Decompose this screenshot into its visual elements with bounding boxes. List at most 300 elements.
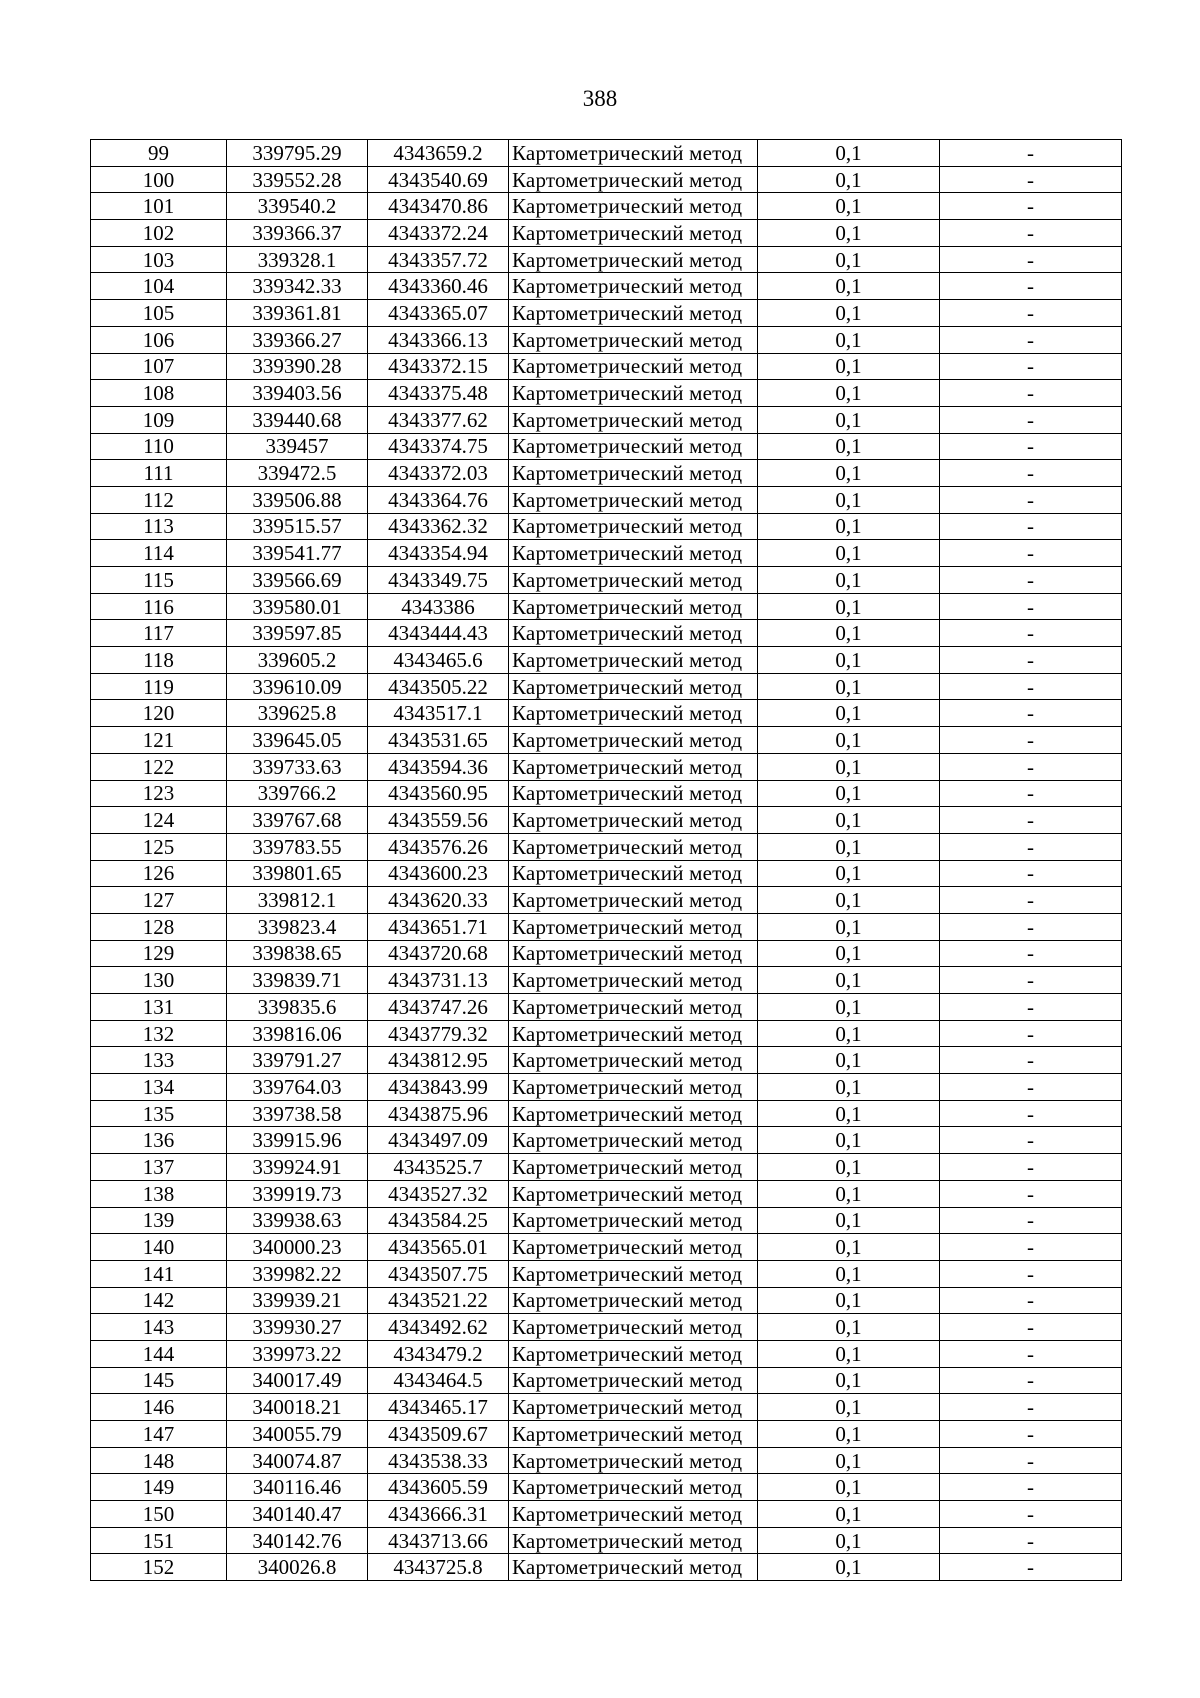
accuracy-cell: 0,1 <box>758 193 940 220</box>
point-number-cell: 140 <box>91 1234 227 1261</box>
y-coordinate-cell: 4343444.43 <box>368 620 509 647</box>
x-coordinate-cell: 339440.68 <box>227 406 368 433</box>
accuracy-cell: 0,1 <box>758 1287 940 1314</box>
x-coordinate-cell: 339766.2 <box>227 780 368 807</box>
table-row <box>91 1474 1122 1501</box>
note-cell: - <box>940 486 1122 513</box>
note-cell: - <box>940 300 1122 327</box>
x-coordinate-cell: 339390.28 <box>227 353 368 380</box>
x-coordinate-cell: 340116.46 <box>227 1474 368 1501</box>
point-number-cell: 141 <box>91 1260 227 1287</box>
y-coordinate-cell: 4343360.46 <box>368 273 509 300</box>
method-cell: Картометрический метод <box>509 1287 758 1314</box>
y-coordinate-cell: 4343479.2 <box>368 1340 509 1367</box>
point-number-cell: 102 <box>91 220 227 247</box>
method-cell: Картометрический метод <box>509 1340 758 1367</box>
table-row <box>91 780 1122 807</box>
y-coordinate-cell: 4343349.75 <box>368 567 509 594</box>
accuracy-cell: 0,1 <box>758 593 940 620</box>
accuracy-cell: 0,1 <box>758 1527 940 1554</box>
note-cell: - <box>940 220 1122 247</box>
accuracy-cell: 0,1 <box>758 1474 940 1501</box>
y-coordinate-cell: 4343666.31 <box>368 1501 509 1528</box>
method-cell: Картометрический метод <box>509 513 758 540</box>
note-cell: - <box>940 1527 1122 1554</box>
x-coordinate-cell: 339328.1 <box>227 246 368 273</box>
y-coordinate-cell: 4343540.69 <box>368 166 509 193</box>
y-coordinate-cell: 4343386 <box>368 593 509 620</box>
y-coordinate-cell: 4343517.1 <box>368 700 509 727</box>
x-coordinate-cell: 339605.2 <box>227 647 368 674</box>
x-coordinate-cell: 339403.56 <box>227 380 368 407</box>
x-coordinate-cell: 339566.69 <box>227 567 368 594</box>
method-cell: Картометрический метод <box>509 1421 758 1448</box>
accuracy-cell: 0,1 <box>758 380 940 407</box>
table-row <box>91 1207 1122 1234</box>
point-number-cell: 100 <box>91 166 227 193</box>
point-number-cell: 148 <box>91 1447 227 1474</box>
point-number-cell: 101 <box>91 193 227 220</box>
accuracy-cell: 0,1 <box>758 460 940 487</box>
y-coordinate-cell: 4343812.95 <box>368 1047 509 1074</box>
accuracy-cell: 0,1 <box>758 246 940 273</box>
point-number-cell: 147 <box>91 1421 227 1448</box>
y-coordinate-cell: 4343509.67 <box>368 1421 509 1448</box>
method-cell: Картометрический метод <box>509 647 758 674</box>
coordinates-table-body <box>91 140 1122 1581</box>
method-cell: Картометрический метод <box>509 833 758 860</box>
table-row <box>91 1340 1122 1367</box>
method-cell: Картометрический метод <box>509 1394 758 1421</box>
x-coordinate-cell: 339930.27 <box>227 1314 368 1341</box>
x-coordinate-cell: 339835.6 <box>227 994 368 1021</box>
point-number-cell: 110 <box>91 433 227 460</box>
y-coordinate-cell: 4343375.48 <box>368 380 509 407</box>
x-coordinate-cell: 339812.1 <box>227 887 368 914</box>
method-cell: Картометрический метод <box>509 700 758 727</box>
table-row <box>91 860 1122 887</box>
accuracy-cell: 0,1 <box>758 887 940 914</box>
point-number-cell: 151 <box>91 1527 227 1554</box>
note-cell: - <box>940 940 1122 967</box>
point-number-cell: 128 <box>91 913 227 940</box>
table-row <box>91 1020 1122 1047</box>
x-coordinate-cell: 339938.63 <box>227 1207 368 1234</box>
accuracy-cell: 0,1 <box>758 647 940 674</box>
accuracy-cell: 0,1 <box>758 300 940 327</box>
note-cell: - <box>940 166 1122 193</box>
point-number-cell: 114 <box>91 540 227 567</box>
table-row <box>91 193 1122 220</box>
method-cell: Картометрический метод <box>509 380 758 407</box>
accuracy-cell: 0,1 <box>758 780 940 807</box>
accuracy-cell: 0,1 <box>758 994 940 1021</box>
method-cell: Картометрический метод <box>509 1367 758 1394</box>
table-row <box>91 673 1122 700</box>
accuracy-cell: 0,1 <box>758 326 940 353</box>
y-coordinate-cell: 4343470.86 <box>368 193 509 220</box>
table-row <box>91 807 1122 834</box>
method-cell: Картометрический метод <box>509 433 758 460</box>
method-cell: Картометрический метод <box>509 353 758 380</box>
y-coordinate-cell: 4343372.24 <box>368 220 509 247</box>
note-cell: - <box>940 1074 1122 1101</box>
table-row <box>91 486 1122 513</box>
accuracy-cell: 0,1 <box>758 1074 940 1101</box>
x-coordinate-cell: 340074.87 <box>227 1447 368 1474</box>
table-row <box>91 833 1122 860</box>
accuracy-cell: 0,1 <box>758 1447 940 1474</box>
y-coordinate-cell: 4343576.26 <box>368 833 509 860</box>
accuracy-cell: 0,1 <box>758 833 940 860</box>
note-cell: - <box>940 460 1122 487</box>
point-number-cell: 142 <box>91 1287 227 1314</box>
note-cell: - <box>940 1474 1122 1501</box>
method-cell: Картометрический метод <box>509 860 758 887</box>
x-coordinate-cell: 339515.57 <box>227 513 368 540</box>
table-row <box>91 700 1122 727</box>
method-cell: Картометрический метод <box>509 326 758 353</box>
y-coordinate-cell: 4343465.6 <box>368 647 509 674</box>
x-coordinate-cell: 339838.65 <box>227 940 368 967</box>
accuracy-cell: 0,1 <box>758 1421 940 1448</box>
note-cell: - <box>940 780 1122 807</box>
x-coordinate-cell: 339823.4 <box>227 913 368 940</box>
accuracy-cell: 0,1 <box>758 1207 940 1234</box>
y-coordinate-cell: 4343366.13 <box>368 326 509 353</box>
accuracy-cell: 0,1 <box>758 620 940 647</box>
note-cell: - <box>940 246 1122 273</box>
method-cell: Картометрический метод <box>509 460 758 487</box>
x-coordinate-cell: 340017.49 <box>227 1367 368 1394</box>
point-number-cell: 129 <box>91 940 227 967</box>
table-row <box>91 433 1122 460</box>
method-cell: Картометрический метод <box>509 593 758 620</box>
x-coordinate-cell: 339919.73 <box>227 1180 368 1207</box>
point-number-cell: 109 <box>91 406 227 433</box>
x-coordinate-cell: 339982.22 <box>227 1260 368 1287</box>
table-row <box>91 1527 1122 1554</box>
table-row <box>91 1234 1122 1261</box>
x-coordinate-cell: 339552.28 <box>227 166 368 193</box>
table-row <box>91 513 1122 540</box>
x-coordinate-cell: 339764.03 <box>227 1074 368 1101</box>
point-number-cell: 131 <box>91 994 227 1021</box>
table-row <box>91 753 1122 780</box>
x-coordinate-cell: 339541.77 <box>227 540 368 567</box>
accuracy-cell: 0,1 <box>758 673 940 700</box>
method-cell: Картометрический метод <box>509 1154 758 1181</box>
accuracy-cell: 0,1 <box>758 1554 940 1581</box>
note-cell: - <box>940 1447 1122 1474</box>
table-row <box>91 460 1122 487</box>
method-cell: Картометрический метод <box>509 567 758 594</box>
x-coordinate-cell: 339610.09 <box>227 673 368 700</box>
method-cell: Картометрический метод <box>509 673 758 700</box>
point-number-cell: 117 <box>91 620 227 647</box>
method-cell: Картометрический метод <box>509 1314 758 1341</box>
method-cell: Картометрический метод <box>509 193 758 220</box>
accuracy-cell: 0,1 <box>758 486 940 513</box>
accuracy-cell: 0,1 <box>758 700 940 727</box>
method-cell: Картометрический метод <box>509 727 758 754</box>
note-cell: - <box>940 833 1122 860</box>
note-cell: - <box>940 1340 1122 1367</box>
x-coordinate-cell: 339915.96 <box>227 1127 368 1154</box>
point-number-cell: 125 <box>91 833 227 860</box>
point-number-cell: 120 <box>91 700 227 727</box>
y-coordinate-cell: 4343492.62 <box>368 1314 509 1341</box>
table-row <box>91 1047 1122 1074</box>
table-row <box>91 887 1122 914</box>
point-number-cell: 126 <box>91 860 227 887</box>
table-row <box>91 1314 1122 1341</box>
method-cell: Картометрический метод <box>509 1100 758 1127</box>
accuracy-cell: 0,1 <box>758 753 940 780</box>
method-cell: Картометрический метод <box>509 273 758 300</box>
note-cell: - <box>940 753 1122 780</box>
y-coordinate-cell: 4343464.5 <box>368 1367 509 1394</box>
x-coordinate-cell: 339801.65 <box>227 860 368 887</box>
x-coordinate-cell: 339816.06 <box>227 1020 368 1047</box>
note-cell: - <box>940 913 1122 940</box>
note-cell: - <box>940 1421 1122 1448</box>
method-cell: Картометрический метод <box>509 246 758 273</box>
y-coordinate-cell: 4343525.7 <box>368 1154 509 1181</box>
x-coordinate-cell: 339366.37 <box>227 220 368 247</box>
note-cell: - <box>940 1180 1122 1207</box>
method-cell: Картометрический метод <box>509 1207 758 1234</box>
point-number-cell: 122 <box>91 753 227 780</box>
point-number-cell: 103 <box>91 246 227 273</box>
method-cell: Картометрический метод <box>509 1501 758 1528</box>
note-cell: - <box>940 567 1122 594</box>
table-row <box>91 166 1122 193</box>
method-cell: Картометрический метод <box>509 1234 758 1261</box>
y-coordinate-cell: 4343374.75 <box>368 433 509 460</box>
accuracy-cell: 0,1 <box>758 540 940 567</box>
method-cell: Картометрический метод <box>509 300 758 327</box>
y-coordinate-cell: 4343372.15 <box>368 353 509 380</box>
table-row <box>91 406 1122 433</box>
note-cell: - <box>940 1207 1122 1234</box>
note-cell: - <box>940 1100 1122 1127</box>
y-coordinate-cell: 4343725.8 <box>368 1554 509 1581</box>
accuracy-cell: 0,1 <box>758 1127 940 1154</box>
accuracy-cell: 0,1 <box>758 567 940 594</box>
method-cell: Картометрический метод <box>509 967 758 994</box>
table-row <box>91 647 1122 674</box>
accuracy-cell: 0,1 <box>758 353 940 380</box>
x-coordinate-cell: 340026.8 <box>227 1554 368 1581</box>
accuracy-cell: 0,1 <box>758 1234 940 1261</box>
accuracy-cell: 0,1 <box>758 273 940 300</box>
y-coordinate-cell: 4343584.25 <box>368 1207 509 1234</box>
table-row <box>91 300 1122 327</box>
x-coordinate-cell: 339580.01 <box>227 593 368 620</box>
x-coordinate-cell: 339361.81 <box>227 300 368 327</box>
y-coordinate-cell: 4343843.99 <box>368 1074 509 1101</box>
accuracy-cell: 0,1 <box>758 860 940 887</box>
table-row <box>91 1501 1122 1528</box>
y-coordinate-cell: 4343377.62 <box>368 406 509 433</box>
point-number-cell: 124 <box>91 807 227 834</box>
point-number-cell: 127 <box>91 887 227 914</box>
method-cell: Картометрический метод <box>509 1047 758 1074</box>
point-number-cell: 119 <box>91 673 227 700</box>
note-cell: - <box>940 380 1122 407</box>
x-coordinate-cell: 339939.21 <box>227 1287 368 1314</box>
table-row <box>91 1154 1122 1181</box>
accuracy-cell: 0,1 <box>758 1047 940 1074</box>
x-coordinate-cell: 339791.27 <box>227 1047 368 1074</box>
page-number: 388 <box>582 86 618 111</box>
y-coordinate-cell: 4343354.94 <box>368 540 509 567</box>
note-cell: - <box>940 807 1122 834</box>
method-cell: Картометрический метод <box>509 1554 758 1581</box>
method-cell: Картометрический метод <box>509 1474 758 1501</box>
table-row <box>91 1180 1122 1207</box>
method-cell: Картометрический метод <box>509 1020 758 1047</box>
method-cell: Картометрический метод <box>509 166 758 193</box>
method-cell: Картометрический метод <box>509 620 758 647</box>
point-number-cell: 146 <box>91 1394 227 1421</box>
x-coordinate-cell: 340055.79 <box>227 1421 368 1448</box>
y-coordinate-cell: 4343497.09 <box>368 1127 509 1154</box>
x-coordinate-cell: 340000.23 <box>227 1234 368 1261</box>
note-cell: - <box>940 1394 1122 1421</box>
point-number-cell: 123 <box>91 780 227 807</box>
y-coordinate-cell: 4343565.01 <box>368 1234 509 1261</box>
accuracy-cell: 0,1 <box>758 913 940 940</box>
note-cell: - <box>940 1127 1122 1154</box>
y-coordinate-cell: 4343747.26 <box>368 994 509 1021</box>
table-row <box>91 246 1122 273</box>
point-number-cell: 137 <box>91 1154 227 1181</box>
point-number-cell: 108 <box>91 380 227 407</box>
x-coordinate-cell: 339342.33 <box>227 273 368 300</box>
method-cell: Картометрический метод <box>509 406 758 433</box>
point-number-cell: 105 <box>91 300 227 327</box>
table-row <box>91 1394 1122 1421</box>
note-cell: - <box>940 540 1122 567</box>
point-number-cell: 116 <box>91 593 227 620</box>
x-coordinate-cell: 340140.47 <box>227 1501 368 1528</box>
table-row <box>91 567 1122 594</box>
y-coordinate-cell: 4343605.59 <box>368 1474 509 1501</box>
table-row <box>91 326 1122 353</box>
y-coordinate-cell: 4343875.96 <box>368 1100 509 1127</box>
note-cell: - <box>940 140 1122 167</box>
point-number-cell: 149 <box>91 1474 227 1501</box>
x-coordinate-cell: 340018.21 <box>227 1394 368 1421</box>
method-cell: Картометрический метод <box>509 486 758 513</box>
x-coordinate-cell: 339924.91 <box>227 1154 368 1181</box>
x-coordinate-cell: 339457 <box>227 433 368 460</box>
method-cell: Картометрический метод <box>509 1074 758 1101</box>
note-cell: - <box>940 673 1122 700</box>
x-coordinate-cell: 339625.8 <box>227 700 368 727</box>
note-cell: - <box>940 887 1122 914</box>
point-number-cell: 152 <box>91 1554 227 1581</box>
accuracy-cell: 0,1 <box>758 406 940 433</box>
x-coordinate-cell: 339973.22 <box>227 1340 368 1367</box>
table-row <box>91 1421 1122 1448</box>
method-cell: Картометрический метод <box>509 940 758 967</box>
table-row <box>91 620 1122 647</box>
method-cell: Картометрический метод <box>509 1527 758 1554</box>
y-coordinate-cell: 4343527.32 <box>368 1180 509 1207</box>
table-row <box>91 1260 1122 1287</box>
accuracy-cell: 0,1 <box>758 1154 940 1181</box>
method-cell: Картометрический метод <box>509 753 758 780</box>
note-cell: - <box>940 433 1122 460</box>
point-number-cell: 139 <box>91 1207 227 1234</box>
point-number-cell: 106 <box>91 326 227 353</box>
method-cell: Картометрический метод <box>509 913 758 940</box>
y-coordinate-cell: 4343620.33 <box>368 887 509 914</box>
y-coordinate-cell: 4343594.36 <box>368 753 509 780</box>
y-coordinate-cell: 4343521.22 <box>368 1287 509 1314</box>
table-row <box>91 380 1122 407</box>
accuracy-cell: 0,1 <box>758 1340 940 1367</box>
point-number-cell: 136 <box>91 1127 227 1154</box>
method-cell: Картометрический метод <box>509 220 758 247</box>
note-cell: - <box>940 193 1122 220</box>
accuracy-cell: 0,1 <box>758 807 940 834</box>
table-row <box>91 727 1122 754</box>
y-coordinate-cell: 4343372.03 <box>368 460 509 487</box>
y-coordinate-cell: 4343559.56 <box>368 807 509 834</box>
accuracy-cell: 0,1 <box>758 166 940 193</box>
accuracy-cell: 0,1 <box>758 513 940 540</box>
table-row <box>91 1074 1122 1101</box>
x-coordinate-cell: 339366.27 <box>227 326 368 353</box>
note-cell: - <box>940 700 1122 727</box>
accuracy-cell: 0,1 <box>758 940 940 967</box>
note-cell: - <box>940 727 1122 754</box>
y-coordinate-cell: 4343507.75 <box>368 1260 509 1287</box>
table-row <box>91 273 1122 300</box>
y-coordinate-cell: 4343651.71 <box>368 913 509 940</box>
note-cell: - <box>940 1314 1122 1341</box>
method-cell: Картометрический метод <box>509 1180 758 1207</box>
table-row <box>91 1447 1122 1474</box>
x-coordinate-cell: 339795.29 <box>227 140 368 167</box>
accuracy-cell: 0,1 <box>758 1260 940 1287</box>
x-coordinate-cell: 339506.88 <box>227 486 368 513</box>
note-cell: - <box>940 326 1122 353</box>
y-coordinate-cell: 4343600.23 <box>368 860 509 887</box>
x-coordinate-cell: 340142.76 <box>227 1527 368 1554</box>
point-number-cell: 118 <box>91 647 227 674</box>
x-coordinate-cell: 339767.68 <box>227 807 368 834</box>
point-number-cell: 134 <box>91 1074 227 1101</box>
y-coordinate-cell: 4343357.72 <box>368 246 509 273</box>
note-cell: - <box>940 1020 1122 1047</box>
point-number-cell: 135 <box>91 1100 227 1127</box>
note-cell: - <box>940 1287 1122 1314</box>
table-row <box>91 1127 1122 1154</box>
table-row <box>91 1100 1122 1127</box>
method-cell: Картометрический метод <box>509 887 758 914</box>
note-cell: - <box>940 513 1122 540</box>
note-cell: - <box>940 1260 1122 1287</box>
accuracy-cell: 0,1 <box>758 1394 940 1421</box>
y-coordinate-cell: 4343560.95 <box>368 780 509 807</box>
method-cell: Картометрический метод <box>509 807 758 834</box>
accuracy-cell: 0,1 <box>758 140 940 167</box>
